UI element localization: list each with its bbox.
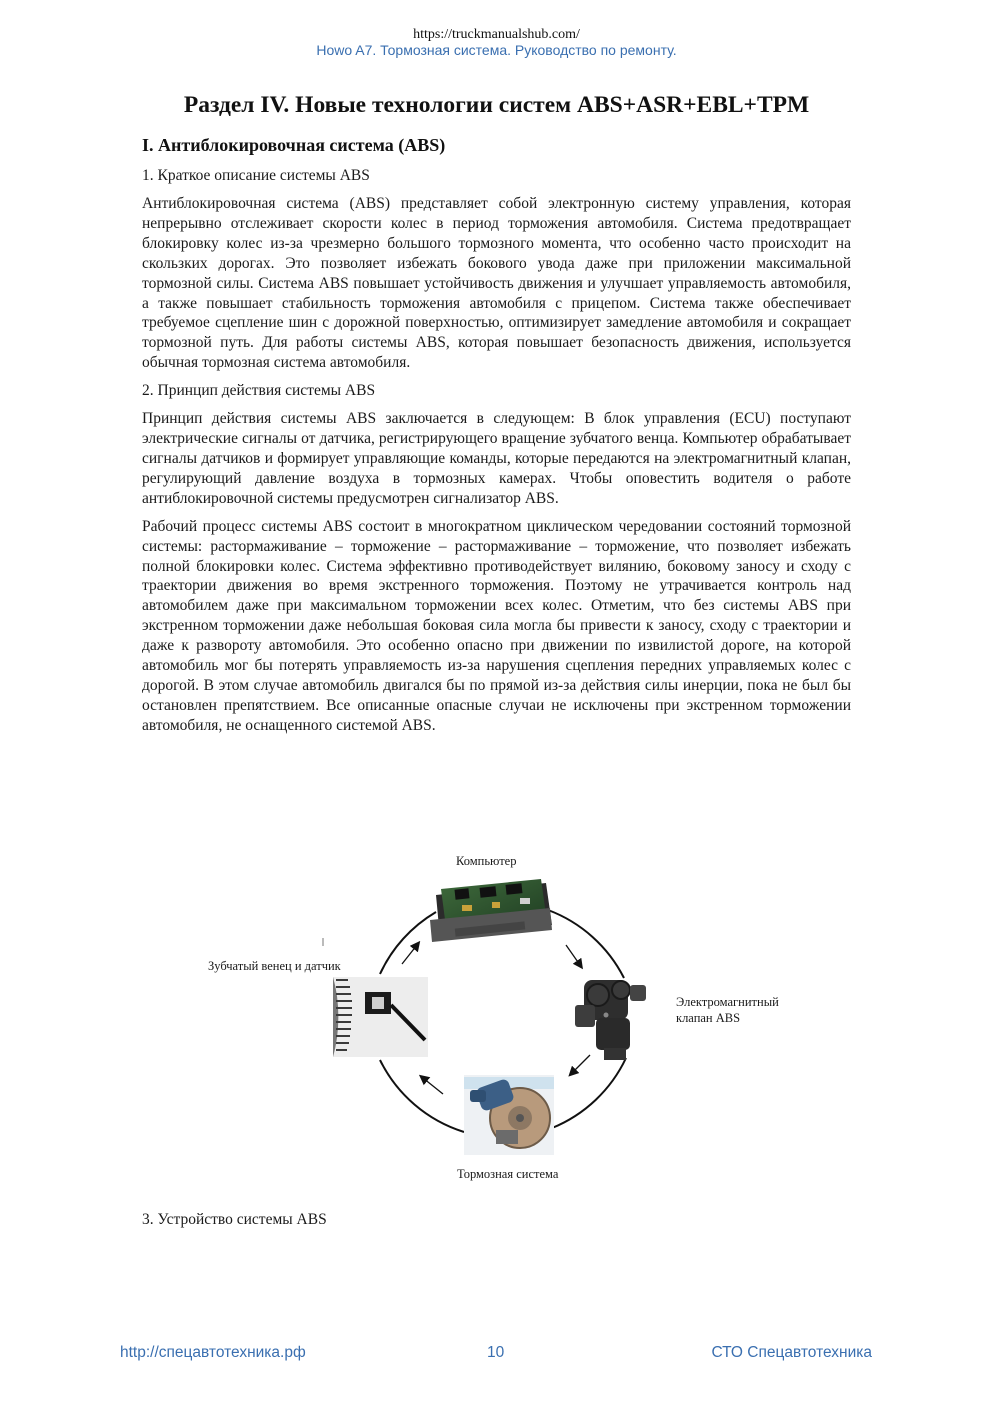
label-tone-ring-sensor: Зубчатый венец и датчик [208, 959, 341, 973]
item1-heading: 1. Краткое описание системы ABS [142, 167, 370, 184]
brake-system-image [464, 1075, 554, 1155]
arrow-computer-to-valve [566, 945, 580, 965]
label-brake-system: Тормозная система [457, 1167, 559, 1181]
page-number: 10 [487, 1344, 505, 1361]
subsection-title: I. Антиблокировочная система (ABS) [142, 135, 446, 155]
label-computer: Компьютер [456, 854, 517, 868]
item2-paragraph-2: Рабочий процесс системы ABS состоит в многократном циклическом чередовании состояний тормозной системы: растормаживание – торможение – растормаживание – торможение, что позволяет избежать полной блокировки колес. Система эффективно противодействует вилянию, боковому заносу и сходу с траектории движения во время экстренного торможения. Поэтому не утрачивается контроль над автомобилем даже при максимальном торможении всех колес. Отметим, что без системы ABS при экстренном торможении даже небольшая боковая сила могла бы привести к заносу, сходу с траектории и даже к развороту автомобиля. Это особенно опасно при движении по извилистой дороге, на которой автомобиль мог бы потерять управляемость из-за нарушения сцепления передних управляемых колес с дорогой. В этом случае автомобиль двигался бы по прямой из-за действия силы инерции, пока не был бы остановлен препятствием. Все описанные опасные случаи не исключены при экстренном торможении автомобиля, не оснащенного системой ABS. [142, 517, 851, 734]
item2-heading: 2. Принцип действия системы ABS [142, 382, 376, 400]
solenoid-valve-image [575, 980, 646, 1060]
footer-link[interactable]: http://спецавтотехника.рф [120, 1344, 306, 1361]
document-body [142, 90, 851, 736]
computer-ecu-image [430, 879, 552, 942]
item3-heading: 3. Устройство системы ABS [142, 1211, 327, 1228]
arrow-valve-to-brake [572, 1055, 590, 1073]
cycle-arc-top-right [548, 910, 624, 978]
header-url: https://truckmanualshub.com/ [413, 27, 580, 42]
cycle-arc-top-left [380, 912, 436, 974]
arrow-brake-to-sensor [423, 1078, 443, 1094]
header-subtitle: Howo A7. Тормозная система. Руководство по ремонту. [316, 42, 677, 58]
footer-company: СТО Спецавтотехника [711, 1344, 872, 1361]
label-valve-line1: Электромагнитный [676, 995, 779, 1009]
tone-ring-sensor-image [333, 977, 428, 1057]
label-valve-line2: клапан ABS [676, 1011, 741, 1025]
section-title: Раздел IV. Новые технологии систем ABS+ASR+EBL+TPM [183, 92, 810, 118]
item2-paragraph-1: Принцип действия системы ABS заключается в следующем: В блок управления (ECU) поступают электрические сигналы от датчика, регистрирующего вращение зубчатого венца. Компьютер обрабатывает сигналы датчиков и формирует управляющие команды, которые передаются на электромагнитный клапан, регулирующий давление воздуха в тормозных камерах. Чтобы оповестить водителя о работе антиблокировочной системы предусмотрен сигнализатор ABS. [142, 410, 851, 507]
item1-paragraph: Антиблокировочная система (ABS) представляет собой электронную систему управления, которая непрерывно отслеживает скорости колес в период торможения автомобиля. Система предотвращает блокировку колес из-за чрезмерно большого тормозного момента, что особенно часто происходит на скользких дорогах. Это позволяет избежать бокового увода даже при приложении максимальной тормозной силы. Система ABS повышает устойчивость движения и улучшает управляемость автомобиля, а также повышает стабильность торможения автомобиля с прицепом. Система также обеспечивает требуемое сцепление шин с дорожной поверхностью, оптимизирует замедление автомобиля и сокращает тормозной путь. Для работы системы ABS, которая повышает безопасность движения, используется обычная тормозная система автомобиля. [142, 195, 851, 372]
cycle-arc-bottom-left [380, 1060, 464, 1132]
arrow-sensor-to-computer [402, 945, 417, 964]
cycle-arc-bottom-right [552, 1058, 626, 1128]
